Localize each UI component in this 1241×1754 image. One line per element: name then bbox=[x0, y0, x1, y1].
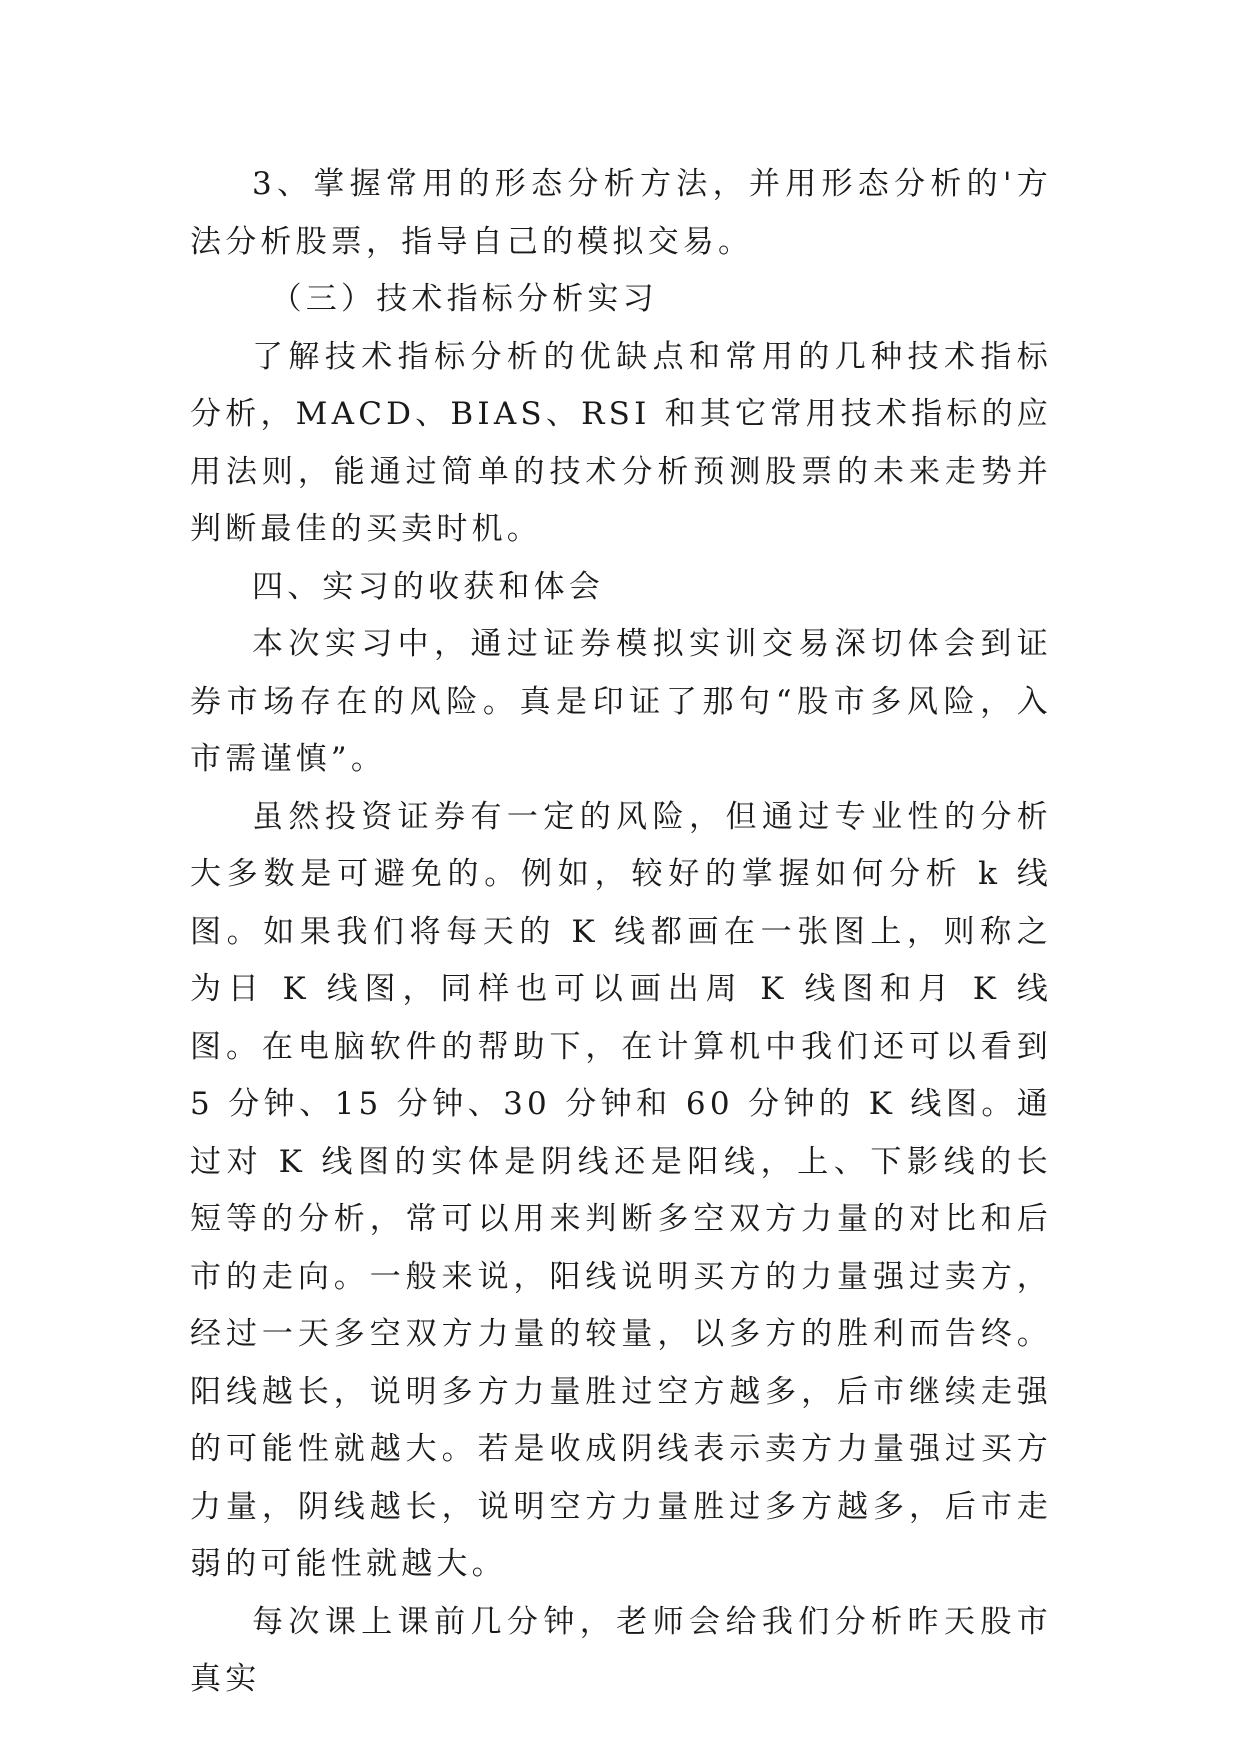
paragraph-technical-indicators: 了解技术指标分析的优缺点和常用的几种技术指标分析，MACD、BIAS、RSI 和其它常用技术指标的应用法则，能通过简单的技术分析预测股票的未来走势并判断最佳的买卖时机。 bbox=[190, 338, 1052, 547]
paragraph-k-line: 虽然投资证券有一定的风险，但通过专业性的分析大多数是可避免的。例如，较好的掌握如何分析 k 线图。如果我们将每天的 K 线都画在一张图上，则称之为日 K 线图，同样也可以画出周 K 线图和月 K 线图。在电脑软件的帮助下，在计算机中我们还可以看到 5 分钟、15 分钟、30 分钟和 60 分钟的 K 线图。通过对 K 线图的实体是阴线还是阳线，上、下影线的长短等的分析，常可以用来判断多空双方力量的对比和后市的走向。一般来说，阳线说明买方的力量强过卖方，经过一天多空双方力量的较量，以多方的胜利而告终。阳线越长，说明多方力量胜过空方越多，后市继续走强的可能性就越大。若是收成阴线表示卖方力量强过买方力量，阴线越长，说明空方力量胜过多方越多，后市走弱的可能性就越大。 bbox=[190, 798, 1052, 1582]
paragraph-item-3: 3、掌握常用的形态分析方法，并用形态分析的'方法分析股票，指导自己的模拟交易。 bbox=[190, 166, 1052, 260]
section-heading-harvest: 四、实习的收获和体会 bbox=[252, 568, 604, 605]
paragraph-risk: 本次实习中，通过证券模拟实训交易深切体会到证券市场存在的风险。真是印证了那句“股市多风险，入市需谨慎”。 bbox=[190, 626, 1052, 777]
section-heading-technical-indicators: （三）技术指标分析实习 bbox=[270, 281, 658, 317]
document-body bbox=[190, 156, 1052, 1709]
paragraph-class-analysis: 每次课上课前几分钟，老师会给我们分析昨天股市真实 bbox=[190, 1603, 1052, 1697]
